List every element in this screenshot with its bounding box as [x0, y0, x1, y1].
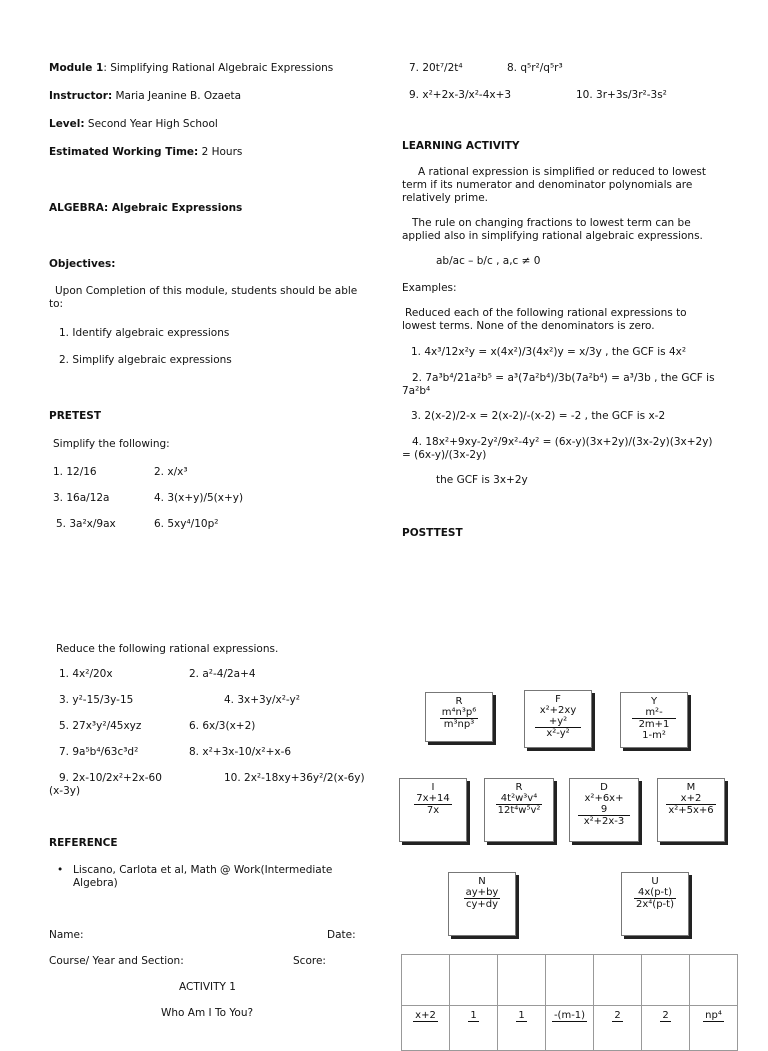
- answer-clue-cell: [690, 1006, 738, 1051]
- card-numerator: x+2: [666, 793, 715, 805]
- card-numerator: ay+by: [465, 887, 499, 898]
- pretest-item: 7. 20t⁷/2t⁴: [409, 62, 463, 74]
- answer-letter-cell[interactable]: [546, 955, 594, 1006]
- card-letter: N: [478, 876, 486, 887]
- instructor-line: [49, 90, 241, 103]
- pretest-item: 9. x²+2x-3/x²-4x+3: [409, 89, 512, 101]
- instructor-label: Instructor:: [49, 90, 113, 102]
- answer-clue: 1: [518, 1010, 525, 1021]
- example-item: 2. 7a³b⁴/21a²b⁵ = a³(7a²b⁴)/3b(7a²b⁴) = a³/3b , the GCF is 7a²b⁴: [402, 372, 715, 397]
- posttest-item: 8. x²+3x-10/x²+x-6: [189, 746, 292, 758]
- posttest-item: 4. 3x+3y/x²-y²: [224, 694, 300, 706]
- activity-card: [569, 778, 639, 842]
- activity-card: [524, 690, 592, 748]
- card-denominator: x²-y²: [546, 728, 570, 739]
- answer-clue-cell: [498, 1006, 546, 1051]
- card-fraction: [632, 707, 676, 741]
- pretest-item: 5. 3a²x/9ax: [56, 518, 116, 530]
- card-letter: R: [455, 696, 463, 707]
- answer-clue: 1: [470, 1010, 477, 1021]
- pretest-heading: PRETEST: [49, 410, 102, 422]
- answer-clue-cell: [402, 1006, 450, 1051]
- examples-label: Examples:: [402, 282, 457, 294]
- answer-clue-cell: [450, 1006, 498, 1051]
- answer-letter-cell[interactable]: [498, 955, 546, 1006]
- example-gcf: the GCF is 3x+2y: [436, 474, 528, 486]
- answer-clue: np⁴: [705, 1010, 722, 1021]
- card-fraction: [464, 887, 501, 910]
- posttest-instruction: Reduce the following rational expressions.: [56, 643, 279, 655]
- objectives-heading: Objectives:: [49, 258, 116, 270]
- pretest-instruction: Simplify the following:: [53, 438, 170, 450]
- card-letter: U: [651, 876, 659, 887]
- card-fraction: [666, 793, 715, 816]
- activity-card: [448, 872, 516, 936]
- answer-table: [401, 954, 738, 1051]
- posttest-heading: POSTTEST: [402, 527, 463, 539]
- pretest-item: 6. 5xy⁴/10p²: [154, 518, 219, 530]
- answer-clue: 2: [614, 1010, 621, 1021]
- learning-rule: ab/ac – b/c , a,c ≠ 0: [436, 255, 541, 267]
- objective-item: 2. Simplify algebraic expressions: [59, 354, 232, 366]
- card-fraction: [578, 793, 630, 827]
- card-denominator: x²+2x-3: [583, 816, 625, 827]
- example-item: 3. 2(x-2)/2-x = 2(x-2)/-(x-2) = -2 , the GCF is x-2: [411, 410, 666, 422]
- card-fraction: [414, 793, 451, 816]
- card-numerator: 4t²w³v⁴: [496, 793, 543, 805]
- card-denominator: 12t⁴w⁵v²: [497, 805, 541, 816]
- activity-card: [620, 692, 688, 748]
- objectives-intro: Upon Completion of this module, students should be able to:: [49, 285, 358, 310]
- table-row: [402, 955, 738, 1006]
- answer-clue: x+2: [415, 1010, 436, 1021]
- card-denominator: 7x: [426, 805, 440, 816]
- card-fraction: [634, 887, 676, 910]
- algebra-heading: ALGEBRA: Algebraic Expressions: [49, 202, 243, 214]
- level-label: Level:: [49, 118, 85, 130]
- module-line: [49, 62, 333, 75]
- card-fraction: [496, 793, 543, 816]
- posttest-item: 9. 2x-10/2x²+2x-60 (x-3y): [49, 772, 162, 797]
- card-denominator: cy+dy: [465, 899, 499, 910]
- card-numerator: x²+2xy +y²: [535, 705, 581, 728]
- answer-letter-cell[interactable]: [402, 955, 450, 1006]
- card-letter: R: [515, 782, 523, 793]
- name-label: Name:: [49, 929, 84, 941]
- card-denominator: x²+5x+6: [668, 805, 714, 816]
- time-label: Estimated Working Time:: [49, 146, 199, 158]
- answer-clue-cell: [546, 1006, 594, 1051]
- activity-card: [657, 778, 725, 842]
- learning-paragraph: The rule on changing fractions to lowest term can be applied also in simplifying rational algebraic expressions.: [402, 217, 703, 242]
- answer-letter-cell[interactable]: [642, 955, 690, 1006]
- answer-clue-cell: [642, 1006, 690, 1051]
- answer-letter-cell[interactable]: [450, 955, 498, 1006]
- level-value: Second Year High School: [84, 118, 218, 130]
- pretest-item: 3. 16a/12a: [53, 492, 110, 504]
- learning-paragraph: A rational expression is simplified or reduced to lowest term if its numerator and denominator polynomials are relatively prime.: [402, 166, 707, 204]
- reference-heading: REFERENCE: [49, 837, 118, 849]
- card-fraction: [440, 707, 478, 730]
- answer-clue-cell: [594, 1006, 642, 1051]
- posttest-item: 1. 4x²/20x: [59, 668, 113, 680]
- posttest-item: 2. a²-4/2a+4: [189, 668, 256, 680]
- activity-card: [425, 692, 493, 742]
- pretest-item: 8. q⁵r²/q⁵r³: [507, 62, 563, 74]
- card-letter: M: [686, 782, 696, 793]
- pretest-item: 2. x/x³: [154, 466, 188, 478]
- table-row: [402, 1006, 738, 1051]
- card-denominator: 2x⁴(p-t): [636, 899, 674, 910]
- card-numerator: 4x(p-t): [634, 887, 676, 899]
- pretest-item: 10. 3r+3s/3r²-3s²: [576, 89, 667, 101]
- score-label: Score:: [293, 955, 326, 967]
- example-item: 4. 18x²+9xy-2y²/9x²-4y² = (6x-y)(3x+2y)/(3x-2y)(3x+2y) = (6x-y)/(3x-2y): [402, 436, 713, 461]
- card-letter: F: [555, 694, 561, 705]
- posttest-item: 10. 2x²-18xy+36y²/2(x-6y): [224, 772, 365, 784]
- level-line: [49, 118, 218, 131]
- module-label: Module 1: [49, 62, 104, 74]
- card-numerator: m²-: [632, 707, 676, 719]
- answer-letter-cell[interactable]: [594, 955, 642, 1006]
- time-line: [49, 146, 242, 159]
- activity-subtitle: Who Am I To You?: [161, 1007, 254, 1019]
- example-item: 1. 4x³/12x²y = x(4x²)/3(4x²)y = x/3y , the GCF is 4x²: [411, 346, 687, 358]
- card-letter: I: [431, 782, 435, 793]
- answer-clue: 2: [662, 1010, 669, 1021]
- activity-card: [621, 872, 689, 936]
- card-denominator: 2m+1 1-m²: [638, 719, 670, 741]
- card-numerator: m⁴n³p⁶: [441, 707, 477, 718]
- answer-clue: -(m-1): [553, 1010, 586, 1021]
- card-numerator: x²+6x+ 9: [578, 793, 630, 816]
- activity-card: [399, 778, 467, 842]
- activity-title: ACTIVITY 1: [179, 981, 236, 993]
- time-value: 2 Hours: [198, 146, 243, 158]
- posttest-item: 7. 9a⁵b⁴/63c³d²: [59, 746, 139, 758]
- objective-item: 1. Identify algebraic expressions: [59, 327, 230, 339]
- learning-heading: LEARNING ACTIVITY: [402, 140, 520, 152]
- posttest-item: 5. 27x³y²/45xyz: [59, 720, 142, 732]
- card-numerator: 7x+14: [416, 793, 450, 804]
- card-letter: D: [600, 782, 608, 793]
- answer-letter-cell[interactable]: [690, 955, 738, 1006]
- card-denominator: m³np³: [443, 719, 475, 730]
- posttest-item: 3. y²-15/3y-15: [59, 694, 134, 706]
- posttest-item: 6. 6x/3(x+2): [189, 720, 256, 732]
- pretest-item: 1. 12/16: [53, 466, 97, 478]
- activity-card: [484, 778, 554, 842]
- instructor-name: Maria Jeanine B. Ozaeta: [112, 90, 242, 102]
- date-label: Date:: [327, 929, 356, 941]
- module-title: : Simplifying Rational Algebraic Expressions: [103, 62, 334, 74]
- card-letter: Y: [650, 696, 658, 707]
- examples-intro: Reduced each of the following rational expressions to lowest terms. None of the denominators is zero.: [402, 307, 687, 332]
- reference-item: • Liscano, Carlota et al, Math @ Work(Intermediate Algebra): [73, 864, 353, 890]
- card-fraction: [535, 705, 581, 739]
- pretest-item: 4. 3(x+y)/5(x+y): [154, 492, 244, 504]
- course-label: Course/ Year and Section:: [49, 955, 184, 967]
